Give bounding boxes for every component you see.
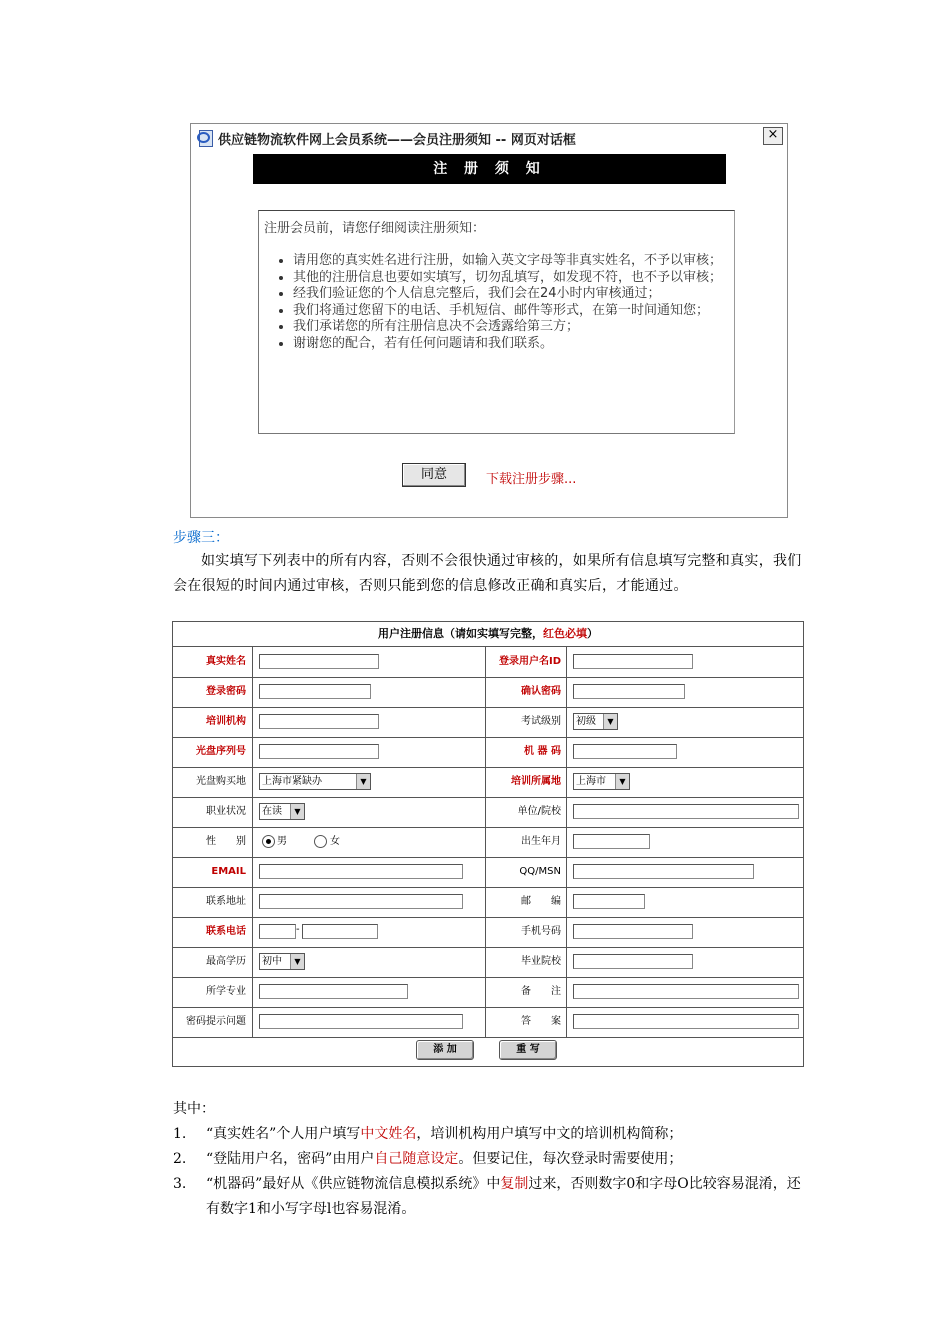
major-input[interactable] [259,984,408,999]
form-row [173,767,803,798]
address-label: 联系地址 [173,887,253,917]
major-label: 所学专业 [173,977,253,1007]
gender-label: 性 别 [173,827,253,857]
qq-msn-input[interactable] [573,864,754,879]
graduate-school-label: 毕业院校 [486,947,567,977]
dropdown-arrow-icon: ▼ [356,774,370,789]
dropdown-arrow-icon: ▼ [290,804,304,819]
training-place-label: 培训所属地 [486,767,567,797]
form-row [173,947,803,978]
email-input[interactable] [259,864,463,879]
education-value: 初中 [262,956,282,967]
step-title: 步骤三： [173,530,229,546]
password-hint-input[interactable] [259,1014,463,1029]
email-label: EMAIL [173,857,253,887]
training-place-select[interactable] [573,773,630,790]
gender-female-label: 女 [330,836,340,847]
mobile-input[interactable] [573,924,693,939]
password-label: 登录密码 [173,677,253,707]
registration-notice-dialog [190,123,788,518]
exam-level-label: 考试级别 [486,707,567,737]
cd-place-select[interactable] [259,773,371,790]
form-actions [173,1036,803,1066]
mobile-label: 手机号码 [486,917,567,947]
form-heading-close: ） [587,627,598,640]
gender-female-radio[interactable] [314,835,327,848]
note-text: ，培训机构用户填写中文的培训机构简称； [416,1126,683,1142]
machine-code-label: 机 器 码 [486,737,567,767]
rule-item: • 其他的注册信息也要如实填写，切勿乱填写，如发现不符，也不予以审核； [293,270,733,287]
form-row [173,737,803,768]
gender-male-radio[interactable] [262,835,275,848]
note-item [173,1122,813,1147]
cd-place-value: 上海市紧缺办 [262,776,322,787]
phone-number-input[interactable] [302,924,378,939]
reset-button[interactable]: 重 写 [499,1040,557,1060]
note-text: 过来，否则数字0和字母O比较容易混淆，还有数字1和小写字母l也容易混淆。 [206,1176,801,1217]
form-row [173,887,803,918]
form-heading [173,622,803,647]
login-id-label: 登录用户名ID [486,647,567,677]
answer-input[interactable] [573,1014,799,1029]
note-text: “真实姓名”个人用户填写 [206,1126,361,1142]
company-school-label: 单位/院校 [486,797,567,827]
training-org-input[interactable] [259,714,379,729]
education-label: 最高学历 [173,947,253,977]
form-row [173,707,803,738]
form-row [173,827,803,858]
real-name-label: 真实姓名 [173,647,253,677]
job-status-select[interactable] [259,803,305,820]
form-row [173,797,803,828]
job-status-value: 在读 [262,806,282,817]
rule-item: • 经我们验证您的个人信息完整后，我们会在24小时内审核通过； [293,286,733,303]
notes-lead: 其中： [173,1101,215,1117]
form-heading-text: 用户注册信息（请如实填写完整， [378,627,543,640]
form-row [173,857,803,888]
exam-level-select[interactable] [573,713,618,730]
note-highlight: 中文姓名 [360,1126,417,1142]
note-text: 。但要记住，每次登录时需要使用； [458,1151,683,1167]
form-row [173,977,803,1008]
remark-input[interactable] [573,984,799,999]
postcode-label: 邮 编 [486,887,567,917]
agree-button[interactable]: 同意 [402,463,466,487]
company-school-input[interactable] [573,804,799,819]
note-number: 3. [173,1176,187,1192]
cd-place-label: 光盘购买地 [173,767,253,797]
confirm-password-label: 确认密码 [486,677,567,707]
note-item [173,1147,813,1172]
graduate-school-input[interactable] [573,954,693,969]
form-row [173,1007,803,1038]
note-item [173,1172,813,1222]
password-hint-label: 密码提示问题 [173,1007,253,1037]
job-status-label: 职业状况 [173,797,253,827]
answer-label: 答 案 [486,1007,567,1037]
registration-form [172,621,804,1067]
add-button[interactable]: 添 加 [416,1040,474,1060]
password-input[interactable] [259,684,371,699]
confirm-password-input[interactable] [573,684,685,699]
cd-serial-label: 光盘序列号 [173,737,253,767]
login-id-input[interactable] [573,654,693,669]
training-place-value: 上海市 [576,776,606,787]
form-row [173,917,803,948]
close-button[interactable]: × [763,127,783,145]
ie-page-icon [196,129,214,147]
phone-label: 联系电话 [173,917,253,947]
phone-dash: - [296,924,300,935]
dropdown-arrow-icon: ▼ [615,774,629,789]
form-row [173,647,803,678]
note-number: 2. [173,1151,187,1167]
form-heading-required: 红色必填 [543,627,587,640]
notice-box [258,210,735,434]
form-row [173,677,803,708]
exam-level-value: 初级 [576,716,596,727]
phone-area-input[interactable] [259,924,296,939]
education-select[interactable] [259,953,305,970]
notice-intro: 注册会员前，请您仔细阅读注册须知： [264,221,486,236]
rule-item: • 谢谢您的配合，若有任何问题请和我们联系。 [293,336,733,353]
address-input[interactable] [259,894,463,909]
real-name-input[interactable] [259,654,379,669]
download-steps-link[interactable]: 下载注册步骤... [486,472,577,487]
cd-serial-input[interactable] [259,744,379,759]
notes-section [173,1097,813,1222]
qq-msn-label: QQ/MSN [486,857,567,887]
dialog-titlebar [193,126,785,150]
remark-label: 备 注 [486,977,567,1007]
rule-item: • 请用您的真实姓名进行注册，如输入英文字母等非真实姓名，不予以审核； [293,253,733,270]
note-text: “机器码”最好从《供应链物流信息模拟系统》中 [206,1176,501,1192]
note-highlight: 复制 [500,1176,529,1192]
machine-code-input[interactable] [573,744,677,759]
dialog-title: 供应链物流软件网上会员系统——会员注册须知 -- 网页对话框 [218,132,576,148]
note-number: 1. [173,1126,187,1142]
notice-banner: 注 册 须 知 [253,154,726,184]
dropdown-arrow-icon: ▼ [603,714,617,729]
notice-rules [269,253,733,352]
gender-male-label: 男 [277,836,287,847]
note-highlight: 自己随意设定 [374,1151,459,1167]
rule-item: • 我们将通过您留下的电话、手机短信、邮件等形式，在第一时间通知您； [293,303,733,320]
note-text: “登陆用户名，密码”由用户 [206,1151,375,1167]
postcode-input[interactable] [573,894,645,909]
dropdown-arrow-icon: ▼ [290,954,304,969]
birth-date-input[interactable] [573,834,650,849]
birth-date-label: 出生年月 [486,827,567,857]
training-org-label: 培训机构 [173,707,253,737]
rule-item: • 我们承诺您的所有注册信息决不会透露给第三方； [293,319,733,336]
step-description: 如实填写下列表中的所有内容，否则不会很快通过审核的，如果所有信息填写完整和真实，我们会在很短的时间内通过审核，否则只能到您的信息修改正确和真实后，才能通过。 [173,553,802,594]
